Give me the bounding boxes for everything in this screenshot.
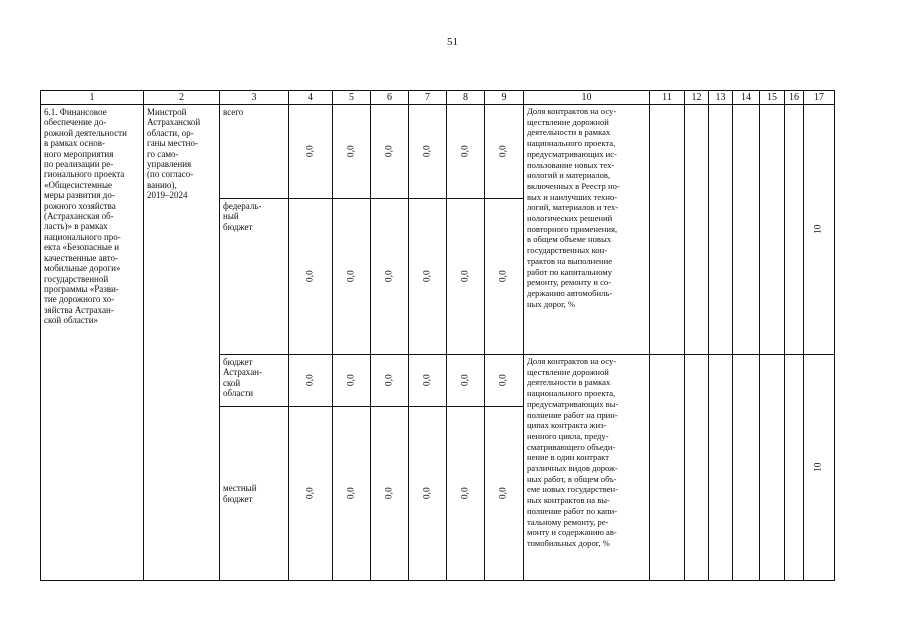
source-label: всего <box>223 107 244 117</box>
value-cell <box>447 355 485 407</box>
col-header-14: 14 <box>733 91 760 105</box>
source-cell <box>220 355 289 407</box>
value-text: 0,0 <box>346 374 357 387</box>
value-cell <box>371 407 409 581</box>
value-cell <box>447 407 485 581</box>
value-text: 0,0 <box>384 270 395 283</box>
executor-text: Минстрой Астраханской области, ор- ганы местно- го само- управления (по согласо- ванию), 2019–2024 <box>147 107 201 201</box>
empty-cell <box>760 355 785 581</box>
value-cell <box>333 355 371 407</box>
target-value: 10 <box>813 224 824 235</box>
empty-cell <box>650 105 685 355</box>
col-header-16: 16 <box>785 91 804 105</box>
table-row <box>41 105 835 199</box>
value-cell <box>333 105 371 199</box>
value-text: 0,0 <box>460 145 471 158</box>
value-text: 0,0 <box>422 374 433 387</box>
source-label: бюджет Астрахан- ской области <box>223 357 262 399</box>
value-cell <box>485 407 524 581</box>
empty-cell <box>685 105 709 355</box>
empty-cell <box>709 355 733 581</box>
value-cell <box>485 105 524 199</box>
col-header-13: 13 <box>709 91 733 105</box>
value-cell <box>289 355 333 407</box>
source-label: федераль- ный бюджет <box>223 201 262 232</box>
col-header-5: 5 <box>333 91 371 105</box>
value-cell <box>371 199 409 355</box>
value-text: 0,0 <box>460 487 471 500</box>
empty-cell <box>733 355 760 581</box>
value-text: 0,0 <box>305 374 316 387</box>
value-text: 0,0 <box>305 270 316 283</box>
value-text: 0,0 <box>305 487 316 500</box>
value-text: 0,0 <box>422 487 433 500</box>
indicator-text: Доля контрактов на осу- ществление дорожной деятельности в рамках национального проекта, предусматривающих ис- пользование новых тех- нологий и материалов, включенных в Реестр но- вых и наилучших техно- логий, материалов и тех- нологических решений повторного применения, в общем объеме новых государственных кон- трактов на выполнение работ по капитальному ремонту, ремонту и со- держанию автомобиль- ных дорог, % <box>527 106 620 309</box>
value-cell <box>289 407 333 581</box>
col-header-17: 17 <box>804 91 835 105</box>
col-header-4: 4 <box>289 91 333 105</box>
target-value: 10 <box>813 462 824 473</box>
value-cell <box>409 105 447 199</box>
measure-text: 6.1. Финансовое обеспечение до- рожной деятельности в рамках основ- ного мероприятия по реализации ре- гионального проекта «Общесистемные меры развития до- рожного хозяйства (Астраханская об- ласть)» в рамках национального про- екта «Безопасные и качественные авто- мобильные дороги» государственной программы «Разви- тие дорожного хо- зяйства Астрахан- ской области» <box>44 107 127 326</box>
value-text: 0,0 <box>305 145 316 158</box>
empty-cell <box>733 105 760 355</box>
empty-cell <box>650 355 685 581</box>
value-cell <box>289 199 333 355</box>
col-header-7: 7 <box>409 91 447 105</box>
value-cell <box>409 407 447 581</box>
value-text: 0,0 <box>346 487 357 500</box>
value-cell <box>409 199 447 355</box>
budget-table <box>40 90 835 581</box>
target-cell <box>804 355 835 581</box>
header-row <box>41 91 835 105</box>
value-text: 0,0 <box>498 270 509 283</box>
source-cell <box>220 407 289 581</box>
empty-cell <box>760 105 785 355</box>
indicator-cell <box>524 105 650 355</box>
value-cell <box>289 105 333 199</box>
value-text: 0,0 <box>460 374 471 387</box>
value-text: 0,0 <box>346 145 357 158</box>
source-label: местный бюджет <box>223 483 257 504</box>
value-text: 0,0 <box>346 270 357 283</box>
source-cell <box>220 105 289 199</box>
empty-cell <box>785 355 804 581</box>
executor-cell <box>144 105 220 581</box>
empty-cell <box>709 105 733 355</box>
col-header-12: 12 <box>685 91 709 105</box>
value-text: 0,0 <box>498 487 509 500</box>
col-header-8: 8 <box>447 91 485 105</box>
col-header-15: 15 <box>760 91 785 105</box>
value-text: 0,0 <box>498 374 509 387</box>
value-cell <box>371 105 409 199</box>
col-header-9: 9 <box>485 91 524 105</box>
value-cell <box>333 407 371 581</box>
measure-cell <box>41 105 144 581</box>
value-cell <box>447 199 485 355</box>
col-header-1: 1 <box>41 91 144 105</box>
empty-cell <box>785 105 804 355</box>
target-cell <box>804 105 835 355</box>
value-cell <box>485 199 524 355</box>
empty-cell <box>685 355 709 581</box>
page-number: 51 <box>447 36 458 48</box>
col-header-3: 3 <box>220 91 289 105</box>
col-header-11: 11 <box>650 91 685 105</box>
value-text: 0,0 <box>384 487 395 500</box>
value-text: 0,0 <box>422 270 433 283</box>
source-cell <box>220 199 289 355</box>
col-header-6: 6 <box>371 91 409 105</box>
value-text: 0,0 <box>384 145 395 158</box>
value-text: 0,0 <box>422 145 433 158</box>
value-text: 0,0 <box>498 145 509 158</box>
value-cell <box>447 105 485 199</box>
col-header-10: 10 <box>524 91 650 105</box>
value-text: 0,0 <box>460 270 471 283</box>
value-cell <box>333 199 371 355</box>
indicator-text: Доля контрактов на осу- ществление дорожной деятельности в рамках национального проекта, предусматривающих вы- полнение работ на прин- ципах контракта жиз- ненного цикла, преду- сматривающего объеди- нение в один контракт различных видов дорож- ных работ, в общем объ- еме новых государствен- ных контрактов на вы- полнение работ по капи- тальному ремонту, ре- монту и содержанию ав- томобильных дорог, % <box>527 356 619 548</box>
value-text: 0,0 <box>384 374 395 387</box>
value-cell <box>409 355 447 407</box>
col-header-2: 2 <box>144 91 220 105</box>
value-cell <box>371 355 409 407</box>
value-cell <box>485 355 524 407</box>
indicator-cell <box>524 355 650 581</box>
